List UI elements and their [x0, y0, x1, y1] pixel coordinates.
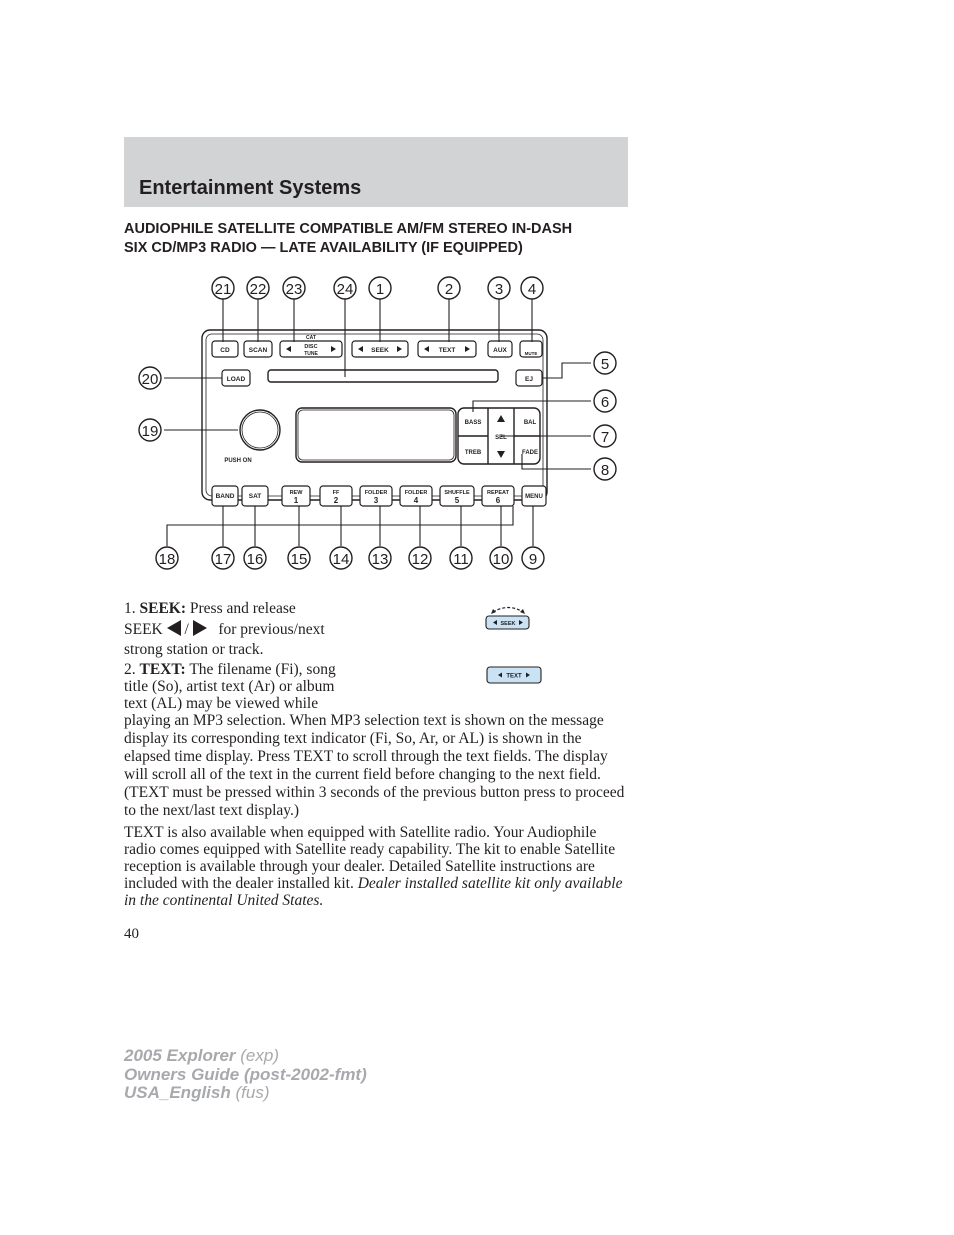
fade-label: FADE — [521, 450, 539, 456]
callout-20: 20 — [141, 371, 159, 388]
aux-button-label: AUX — [493, 347, 507, 354]
text-line-1: The filename (Fi), song — [189, 661, 336, 678]
bass-label: BASS — [464, 420, 482, 426]
footer-language-code: (fus) — [235, 1083, 270, 1102]
satellite-paragraph — [124, 824, 629, 909]
text-button-icon — [485, 666, 543, 686]
callout-22: 22 — [249, 281, 267, 298]
document-footer — [124, 1047, 367, 1103]
callout-2: 2 — [444, 281, 454, 298]
sat-button-label: SAT — [248, 493, 262, 500]
load-button-label: LOAD — [226, 376, 246, 383]
footer-language: USA_English — [124, 1083, 231, 1102]
cd-button-label: CD — [220, 347, 230, 354]
seek-button-icon — [483, 603, 533, 633]
callout-23: 23 — [285, 281, 303, 298]
text-term: TEXT: — [139, 661, 186, 678]
tune-label: TUNE — [304, 351, 318, 357]
text-description-rest: playing an MP3 selection. When MP3 selection text is shown on the message display its corresponding text indicator (Fi, So, Ar, or AL) is shown in the elapsed time display. Press TEXT to scroll through the text fields. The display will scroll all of the text in the current field before changing to the next field. (TEXT must be pressed within 3 seconds of the previous button press to proceed to the next/last text display.) — [124, 712, 625, 819]
callout-10: 10 — [492, 551, 510, 568]
seek-left-arrow-icon — [167, 620, 181, 636]
menu-button-label: MENU — [525, 494, 543, 500]
preset-3-label: 3 — [373, 496, 379, 505]
preset-5-label: 5 — [454, 496, 460, 505]
page-number: 40 — [124, 926, 139, 942]
callout-1: 1 — [375, 281, 385, 298]
callout-6: 6 — [600, 394, 610, 411]
seek-term: SEEK: — [139, 600, 187, 617]
cat-label: CAT — [306, 335, 316, 341]
preset-4-label: 4 — [413, 496, 419, 505]
callout-14: 14 — [332, 551, 350, 568]
footer-model-code: (exp) — [240, 1046, 279, 1065]
footer-model: 2005 Explorer — [124, 1046, 236, 1065]
folder-prev-label: FOLDER — [364, 490, 388, 496]
callout-24: 24 — [336, 281, 354, 298]
shuffle-button-label: SHUFFLE — [444, 490, 470, 496]
folder-next-label: FOLDER — [404, 490, 428, 496]
preset-2-label: 2 — [333, 496, 339, 505]
radio-faceplate-diagram — [120, 268, 640, 580]
seek-line-2: for previous/next — [218, 621, 325, 638]
callout-7: 7 — [600, 429, 610, 446]
seek-word: SEEK — [124, 621, 163, 638]
text-icon-label: TEXT — [506, 673, 522, 680]
push-on-label: PUSH ON — [224, 458, 252, 464]
eject-button-label: EJ — [525, 376, 533, 383]
callout-12: 12 — [411, 551, 429, 568]
item-number: 1. — [124, 600, 136, 617]
text-line-2: title (So), artist text (Ar) or album — [124, 678, 335, 695]
callout-17: 17 — [214, 551, 232, 568]
callout-21: 21 — [214, 281, 232, 298]
callout-16: 16 — [246, 551, 264, 568]
satellite-note: Dealer installed satellite kit only available in the continental United States. — [124, 875, 623, 909]
section-title: Entertainment Systems — [139, 177, 362, 199]
item-number: 2. — [124, 661, 136, 678]
scan-button-label: SCAN — [248, 347, 268, 354]
section-heading — [124, 220, 634, 258]
treble-label: TREB — [464, 450, 482, 456]
seek-icon-label: SEEK — [500, 621, 516, 627]
rew-button-label: REW — [289, 490, 303, 496]
band-button-label: BAND — [215, 493, 235, 500]
select-label: SEL — [495, 435, 507, 441]
balance-label: BAL — [523, 420, 537, 426]
callout-5: 5 — [600, 356, 610, 373]
text-description-top — [124, 661, 374, 713]
seek-button-label: SEEK — [371, 347, 389, 354]
repeat-button-label: REPEAT — [487, 490, 509, 496]
callout-11: 11 — [453, 551, 469, 568]
callout-9: 9 — [528, 551, 538, 568]
disc-label: DISC — [304, 344, 318, 350]
callout-19: 19 — [141, 423, 159, 440]
preset-6-label: 6 — [495, 496, 501, 505]
callout-8: 8 — [600, 462, 610, 479]
ff-button-label: FF — [332, 490, 340, 496]
text-line-3: text (AL) may be viewed while — [124, 695, 319, 712]
callout-3: 3 — [494, 281, 504, 298]
seek-line-1: Press and release — [189, 600, 296, 617]
heading-line-1: AUDIOPHILE SATELLITE COMPATIBLE AM/FM STEREO IN-DASH — [124, 221, 573, 237]
mute-button-label: MUTE — [524, 351, 538, 356]
heading-line-2: SIX CD/MP3 RADIO — LATE AVAILABILITY (IF EQUIPPED) — [124, 240, 523, 256]
satellite-text: TEXT is also available when equipped with Satellite radio. Your Audiophile radio comes equipped with Satellite ready capability. The kit to enable Satellite reception is available through your dealer. Detailed Satellite instructions are included with the dealer installed kit. — [124, 824, 616, 892]
text-button-label: TEXT — [438, 347, 456, 354]
seek-line-3: strong station or track. — [124, 641, 264, 658]
footer-guide: Owners Guide (post-2002-fmt) — [124, 1064, 367, 1084]
callout-15: 15 — [290, 551, 308, 568]
callout-13: 13 — [371, 551, 389, 568]
callout-4: 4 — [527, 281, 537, 298]
callout-18: 18 — [158, 551, 176, 568]
seek-description — [124, 600, 364, 659]
seek-right-arrow-icon — [193, 620, 207, 636]
seek-slash: / — [184, 621, 189, 638]
preset-1-label: 1 — [293, 496, 299, 505]
